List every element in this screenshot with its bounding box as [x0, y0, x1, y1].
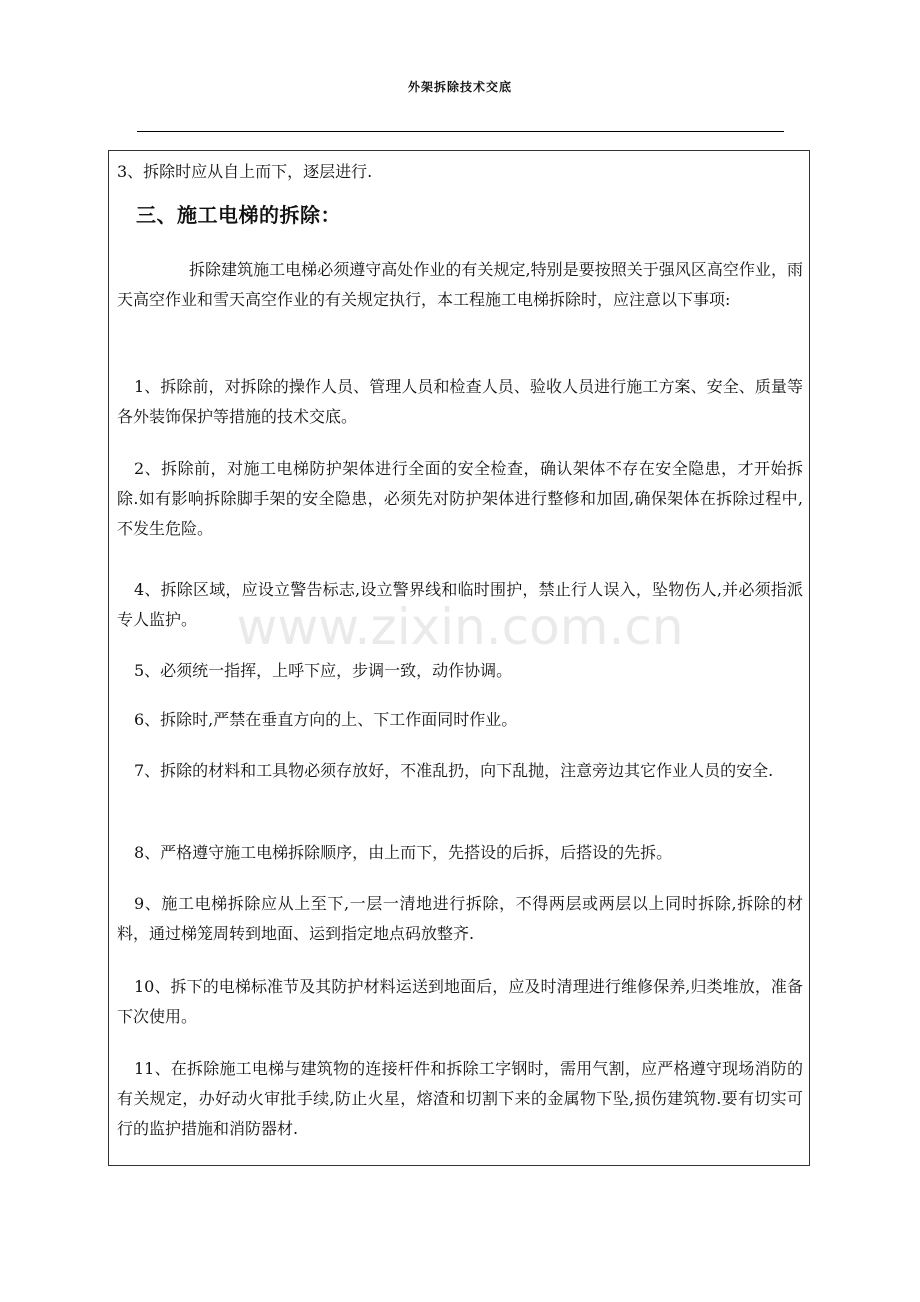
list-item-7: 7、拆除的材料和工具物必须存放好，不准乱扔，向下乱抛，注意旁边其它作业人员的安全.	[134, 761, 774, 780]
item-3-text: 3、拆除时应从自上而下，逐层进行.	[117, 162, 373, 181]
list-item-5: 5、必须统一指挥，上呼下应，步调一致，动作协调。	[134, 661, 513, 680]
list-item-4: 4、拆除区域，应设立警告标志,设立警界线和临时围护，禁止行人误入，坠物伤人,并必须指派专人监护。	[117, 580, 803, 629]
intro-paragraph: 拆除建筑施工电梯必须遵守高处作业的有关规定,特别是要按照关于强风区高空作业，雨天高空作业和雪天高空作业的有关规定执行，本工程施工电梯拆除时，应注意以下事项:	[117, 260, 803, 309]
watermark: www.zixin.com.cn	[236, 598, 684, 656]
list-item-9: 9、施工电梯拆除应从上至下,一层一清地进行拆除，不得两层或两层以上同时拆除,拆除的材料，通过梯笼周转到地面、运到指定地点码放整齐.	[117, 894, 803, 943]
header-divider	[137, 131, 784, 132]
list-item-1: 1、拆除前，对拆除的操作人员、管理人员和检查人员、验收人员进行施工方案、安全、质量等各外装饰保护等措施的技术交底。	[117, 377, 803, 426]
list-item-8: 8、严格遵守施工电梯拆除顺序，由上而下，先搭设的后拆，后搭设的先拆。	[134, 843, 673, 862]
section-title: 三、施工电梯的拆除：	[136, 203, 341, 227]
list-item-11: 11、在拆除施工电梯与建筑物的连接杆件和拆除工字钢时，需用气割，应严格遵守现场消防的有关规定，办好动火审批手续,防止火星，熔渣和切割下来的金属物下坠,损伤建筑物.要有切实可行的监护措施和消防器材.	[117, 1059, 803, 1138]
list-item-10: 10、拆下的电梯标准节及其防护材料运送到地面后，应及时清理进行维修保养,归类堆放，准备下次使用。	[117, 977, 803, 1026]
list-item-6: 6、拆除时,严禁在垂直方向的上、下工作面同时作业。	[134, 710, 518, 729]
list-item-2: 2、拆除前，对施工电梯防护架体进行全面的安全检查，确认架体不存在安全隐患，才开始拆除.如有影响拆除脚手架的安全隐患，必须先对防护架体进行整修和加固,确保架体在拆除过程中,不发生危险。	[117, 459, 803, 538]
document-header-title: 外架拆除技术交底	[407, 80, 512, 94]
